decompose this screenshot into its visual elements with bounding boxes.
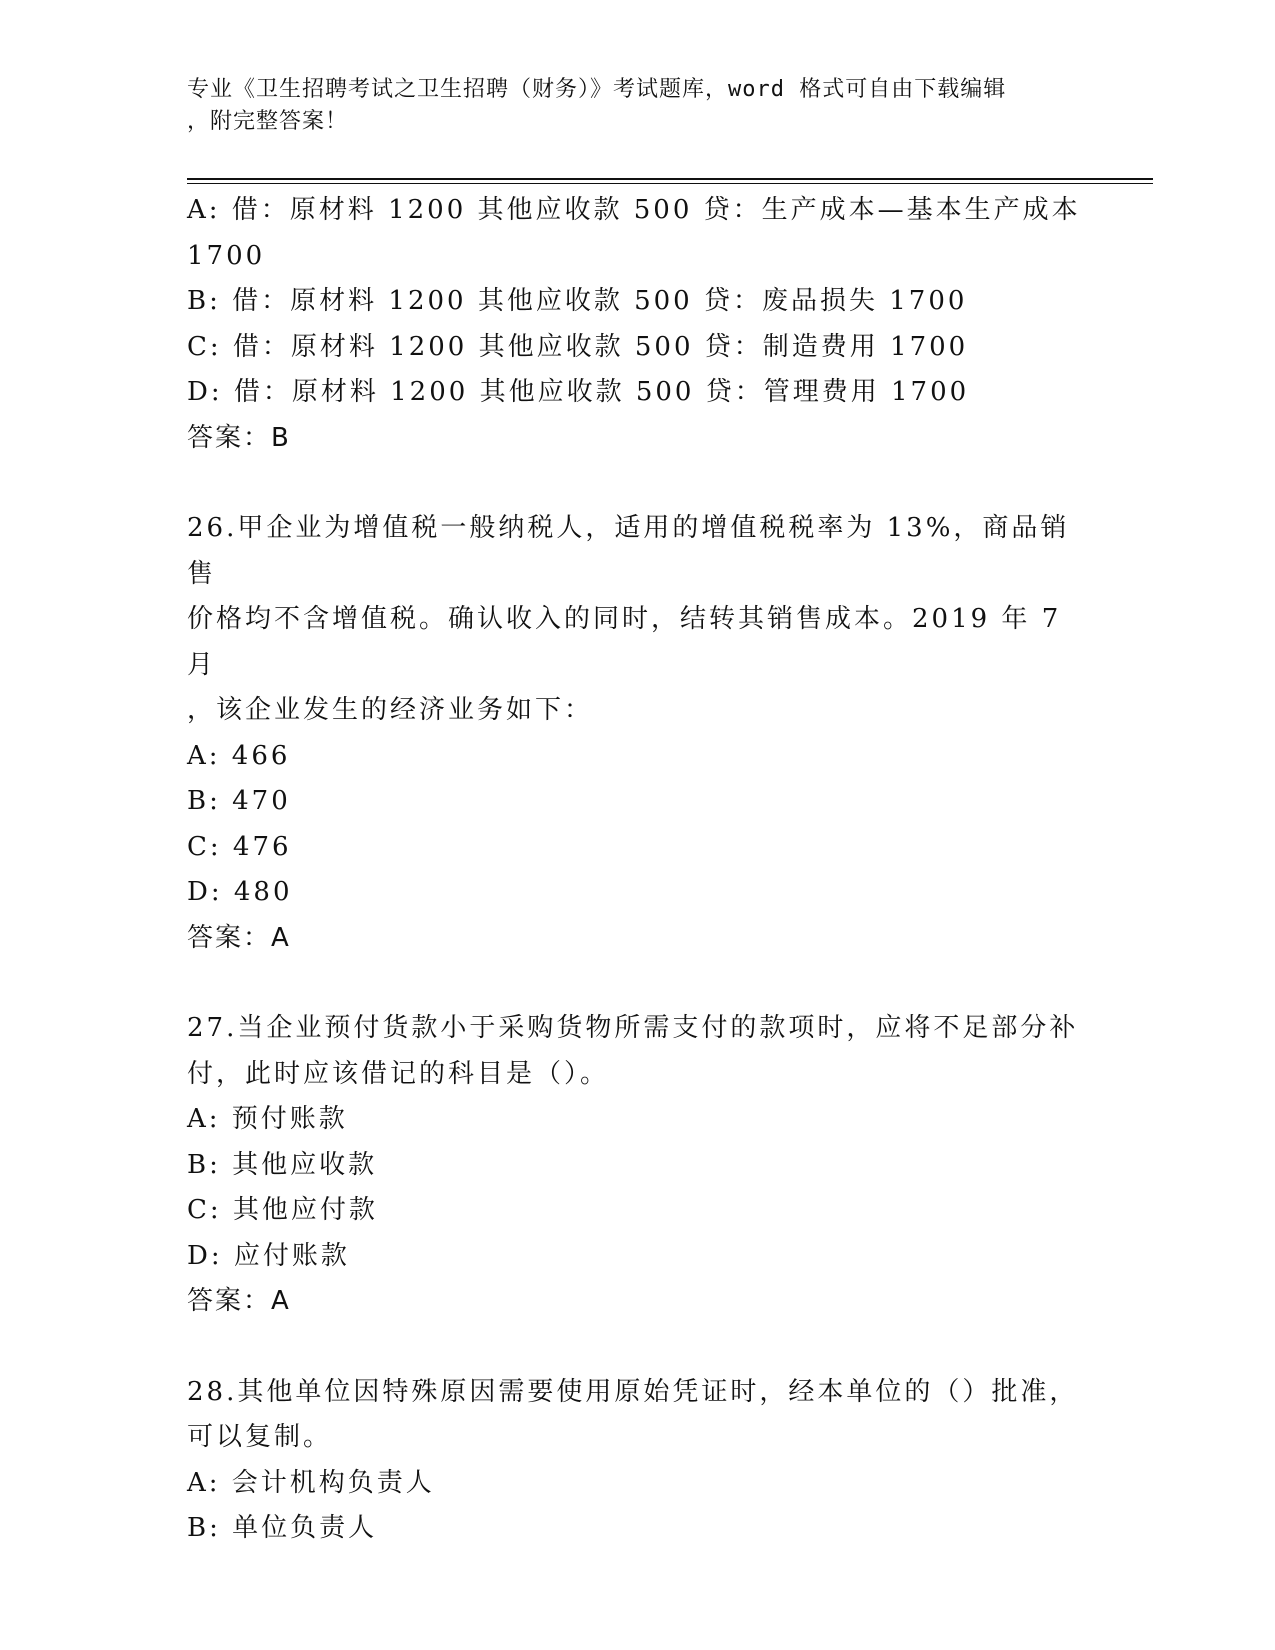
question-26: [187, 506, 1087, 961]
answer: 答案：B: [187, 422, 291, 453]
option-a: A: 预付账款: [187, 1104, 348, 1134]
option-c: C: 其他应付款: [187, 1195, 378, 1225]
option-b: B: 单位负责人: [187, 1513, 378, 1543]
question-28: [187, 1370, 1087, 1552]
answer: 答案：A: [187, 922, 291, 953]
option-c: C: 476: [187, 831, 292, 862]
header-line-1: 专业《卫生招聘考试之卫生招聘（财务）》考试题库，word 格式可自由下载编辑: [187, 77, 1007, 102]
question-text-line-3: ，该企业发生的经济业务如下：: [187, 695, 594, 725]
option-b: B: 其他应收款: [187, 1149, 378, 1180]
option-a-continued: 1700: [187, 240, 266, 271]
header-line-2: ，附完整答案！: [187, 109, 349, 134]
question-text-line-2: 价格均不含增值税。确认收入的同时，结转其销售成本。2019 年 7 月: [187, 604, 1062, 680]
question-text-line-1: 27.当企业预付货款小于采购货物所需支付的款项时，应将不足部分补: [187, 1013, 1079, 1043]
option-b: B: 470: [187, 786, 291, 816]
question-25-tail: [187, 188, 1087, 461]
question-27: [187, 1006, 1087, 1325]
option-c: C: 借：原材料 1200 其他应收款 500 贷：制造费用 1700: [187, 331, 969, 362]
option-d: D: 480: [187, 877, 293, 907]
answer: 答案：A: [187, 1286, 291, 1316]
option-a: A: 466: [187, 740, 291, 771]
header-rule-thick: [187, 178, 1153, 180]
document-header: [187, 74, 1067, 138]
question-text-line-2: 付，此时应该借记的科目是（）。: [187, 1058, 610, 1089]
header-rule-thin: [187, 183, 1153, 184]
option-a: A: 会计机构负责人: [187, 1467, 435, 1498]
option-a: A: 借：原材料 1200 其他应收款 500 贷：生产成本—基本生产成本: [187, 195, 1081, 225]
option-d: D: 借：原材料 1200 其他应收款 500 贷：管理费用 1700: [187, 377, 970, 407]
option-b: B: 借：原材料 1200 其他应收款 500 贷：废品损失 1700: [187, 286, 968, 316]
option-d: D: 应付账款: [187, 1240, 350, 1271]
question-text-line-2: 可以复制。: [187, 1422, 333, 1452]
document-body: [187, 188, 1087, 1552]
question-text-line-1: 26.甲企业为增值税一般纳税人，适用的增值税税率为 13%，商品销售: [187, 513, 1070, 589]
question-text-line-1: 28.其他单位因特殊原因需要使用原始凭证时，经本单位的（）批准，: [187, 1376, 1079, 1407]
